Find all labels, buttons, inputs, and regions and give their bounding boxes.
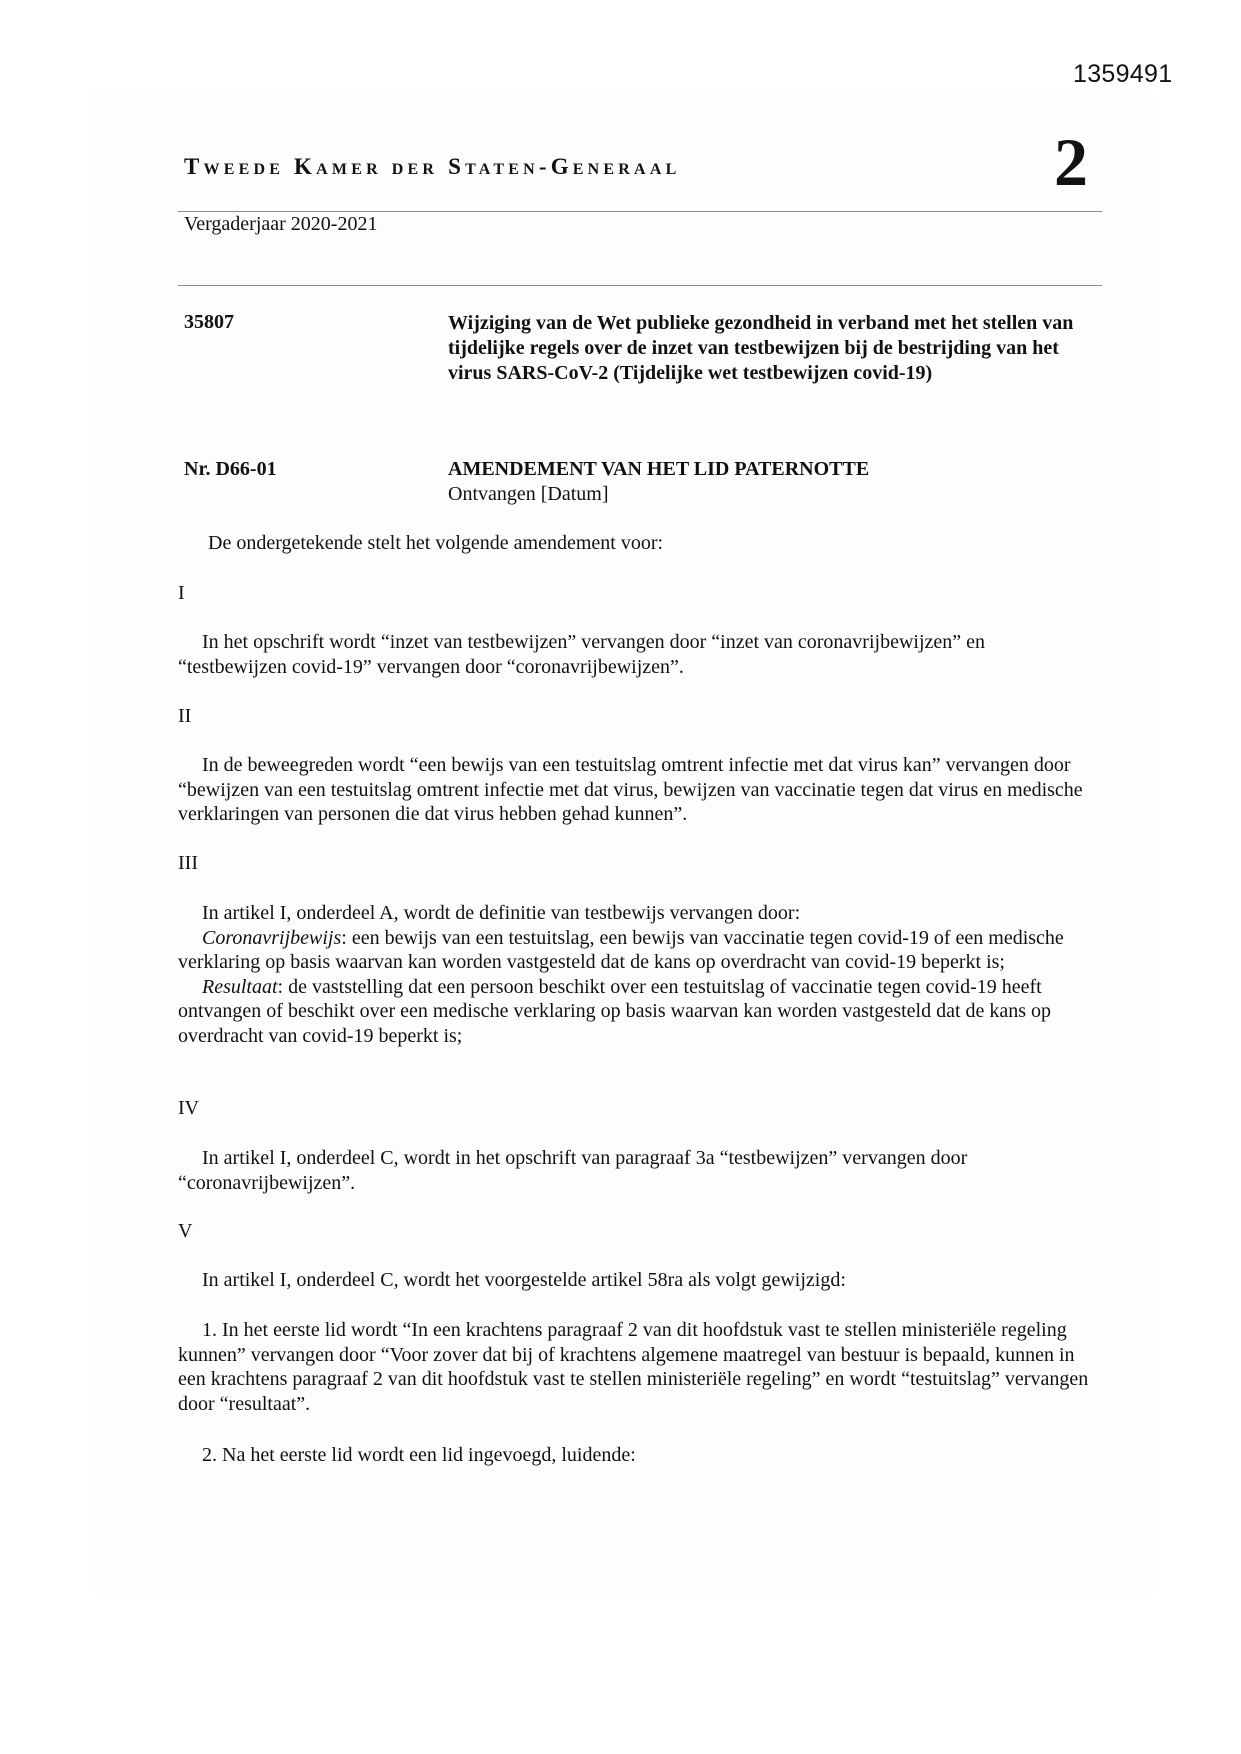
definition-coronavrijbewijs	[178, 926, 1098, 975]
definition-text: : een bewijs van een testuitslag, een bewijs van vaccinatie tegen covid-19 of een medische verklaring op basis waarvan kan worden vastgesteld dat de kans op overdracht van covid-19 beperkt is;	[178, 926, 1064, 973]
section-numeral-iii: III	[178, 852, 198, 874]
paragraph: In artikel I, onderdeel C, wordt in het opschrift van paragraaf 3a “testbewijzen” vervangen door “coronavrijbewijzen”.	[178, 1147, 968, 1194]
amendment-intro: De ondergetekende stelt het volgende amendement voor:	[208, 532, 664, 554]
definition-text: : de vaststelling dat een persoon beschikt over een testuitslag of vaccinatie tegen covid-19 heeft ontvangen of beschikt over een medische verklaring op basis waarvan kan worden vastgesteld dat de kans op overdracht van covid-19 beperkt is;	[178, 975, 1052, 1047]
section-ii-body	[178, 753, 1098, 827]
chamber-number: 2	[1054, 124, 1088, 200]
paragraph: 2. Na het eerste lid wordt een lid ingevoegd, luidende:	[202, 1444, 636, 1466]
section-numeral-v: V	[178, 1220, 193, 1242]
paragraph: In het opschrift wordt “inzet van testbewijzen” vervangen door “inzet van coronavrijbewijzen” en “testbewijzen covid-19” vervangen door “coronavrijbewijzen”.	[178, 631, 986, 678]
definition-term: Coronavrijbewijs	[202, 926, 342, 949]
amendment-number: Nr. D66-01	[184, 458, 277, 480]
paragraph: In artikel I, onderdeel A, wordt de definitie van testbewijs vervangen door:	[202, 902, 801, 924]
section-v-item-2	[178, 1443, 1098, 1468]
section-iv-body	[178, 1146, 1098, 1195]
amendment-received-date: Ontvangen [Datum]	[448, 483, 609, 505]
section-v-intro	[178, 1268, 1098, 1293]
document-id: 1359491	[1073, 60, 1173, 88]
section-numeral-ii: II	[178, 705, 192, 727]
definition-term: Resultaat	[202, 975, 278, 998]
section-iii-body	[178, 901, 1098, 1048]
section-i-body	[178, 630, 1098, 679]
chamber-title: Tweede Kamer der Staten-Generaal	[184, 154, 681, 179]
header-divider	[178, 211, 1102, 212]
section-numeral-iv: IV	[178, 1097, 200, 1119]
bill-number: 35807	[184, 311, 234, 333]
paragraph: In artikel I, onderdeel C, wordt het voorgestelde artikel 58ra als volgt gewijzigd:	[202, 1269, 846, 1291]
amendment-title: AMENDEMENT VAN HET LID PATERNOTTE	[448, 458, 870, 480]
definition-resultaat	[178, 975, 1098, 1049]
paragraph: In de beweegreden wordt “een bewijs van een testuitslag omtrent infectie met dat virus kan” vervangen door “bewijzen van een testuitslag omtrent infectie met dat virus, bewijzen van vaccinatie tegen dat virus en medische verklaringen van personen die dat virus hebben gehad kunnen”.	[178, 754, 1083, 825]
bill-title: Wijziging van de Wet publieke gezondheid in verband met het stellen van tijdelijke regels over de inzet van testbewijzen bij de bestrijding van het virus SARS-CoV-2 (Tijdelijke wet testbewijzen covid-19)	[448, 312, 1074, 384]
session-year: Vergaderjaar 2020-2021	[184, 213, 378, 235]
section-numeral-i: I	[178, 582, 185, 604]
section-divider	[178, 285, 1102, 286]
paragraph: 1. In het eerste lid wordt “In een krachtens paragraaf 2 van dit hoofdstuk vast te stellen ministeriële regeling kunnen” vervangen door “Voor zover dat bij of krachtens algemene maatregel van bestuur is bepaald, kunnen in een krachtens paragraaf 2 van dit hoofdstuk vast te stellen ministeriële regeling” en wordt “testuitslag” vervangen door “resultaat”.	[178, 1319, 1089, 1415]
section-v-item-1	[178, 1318, 1098, 1416]
